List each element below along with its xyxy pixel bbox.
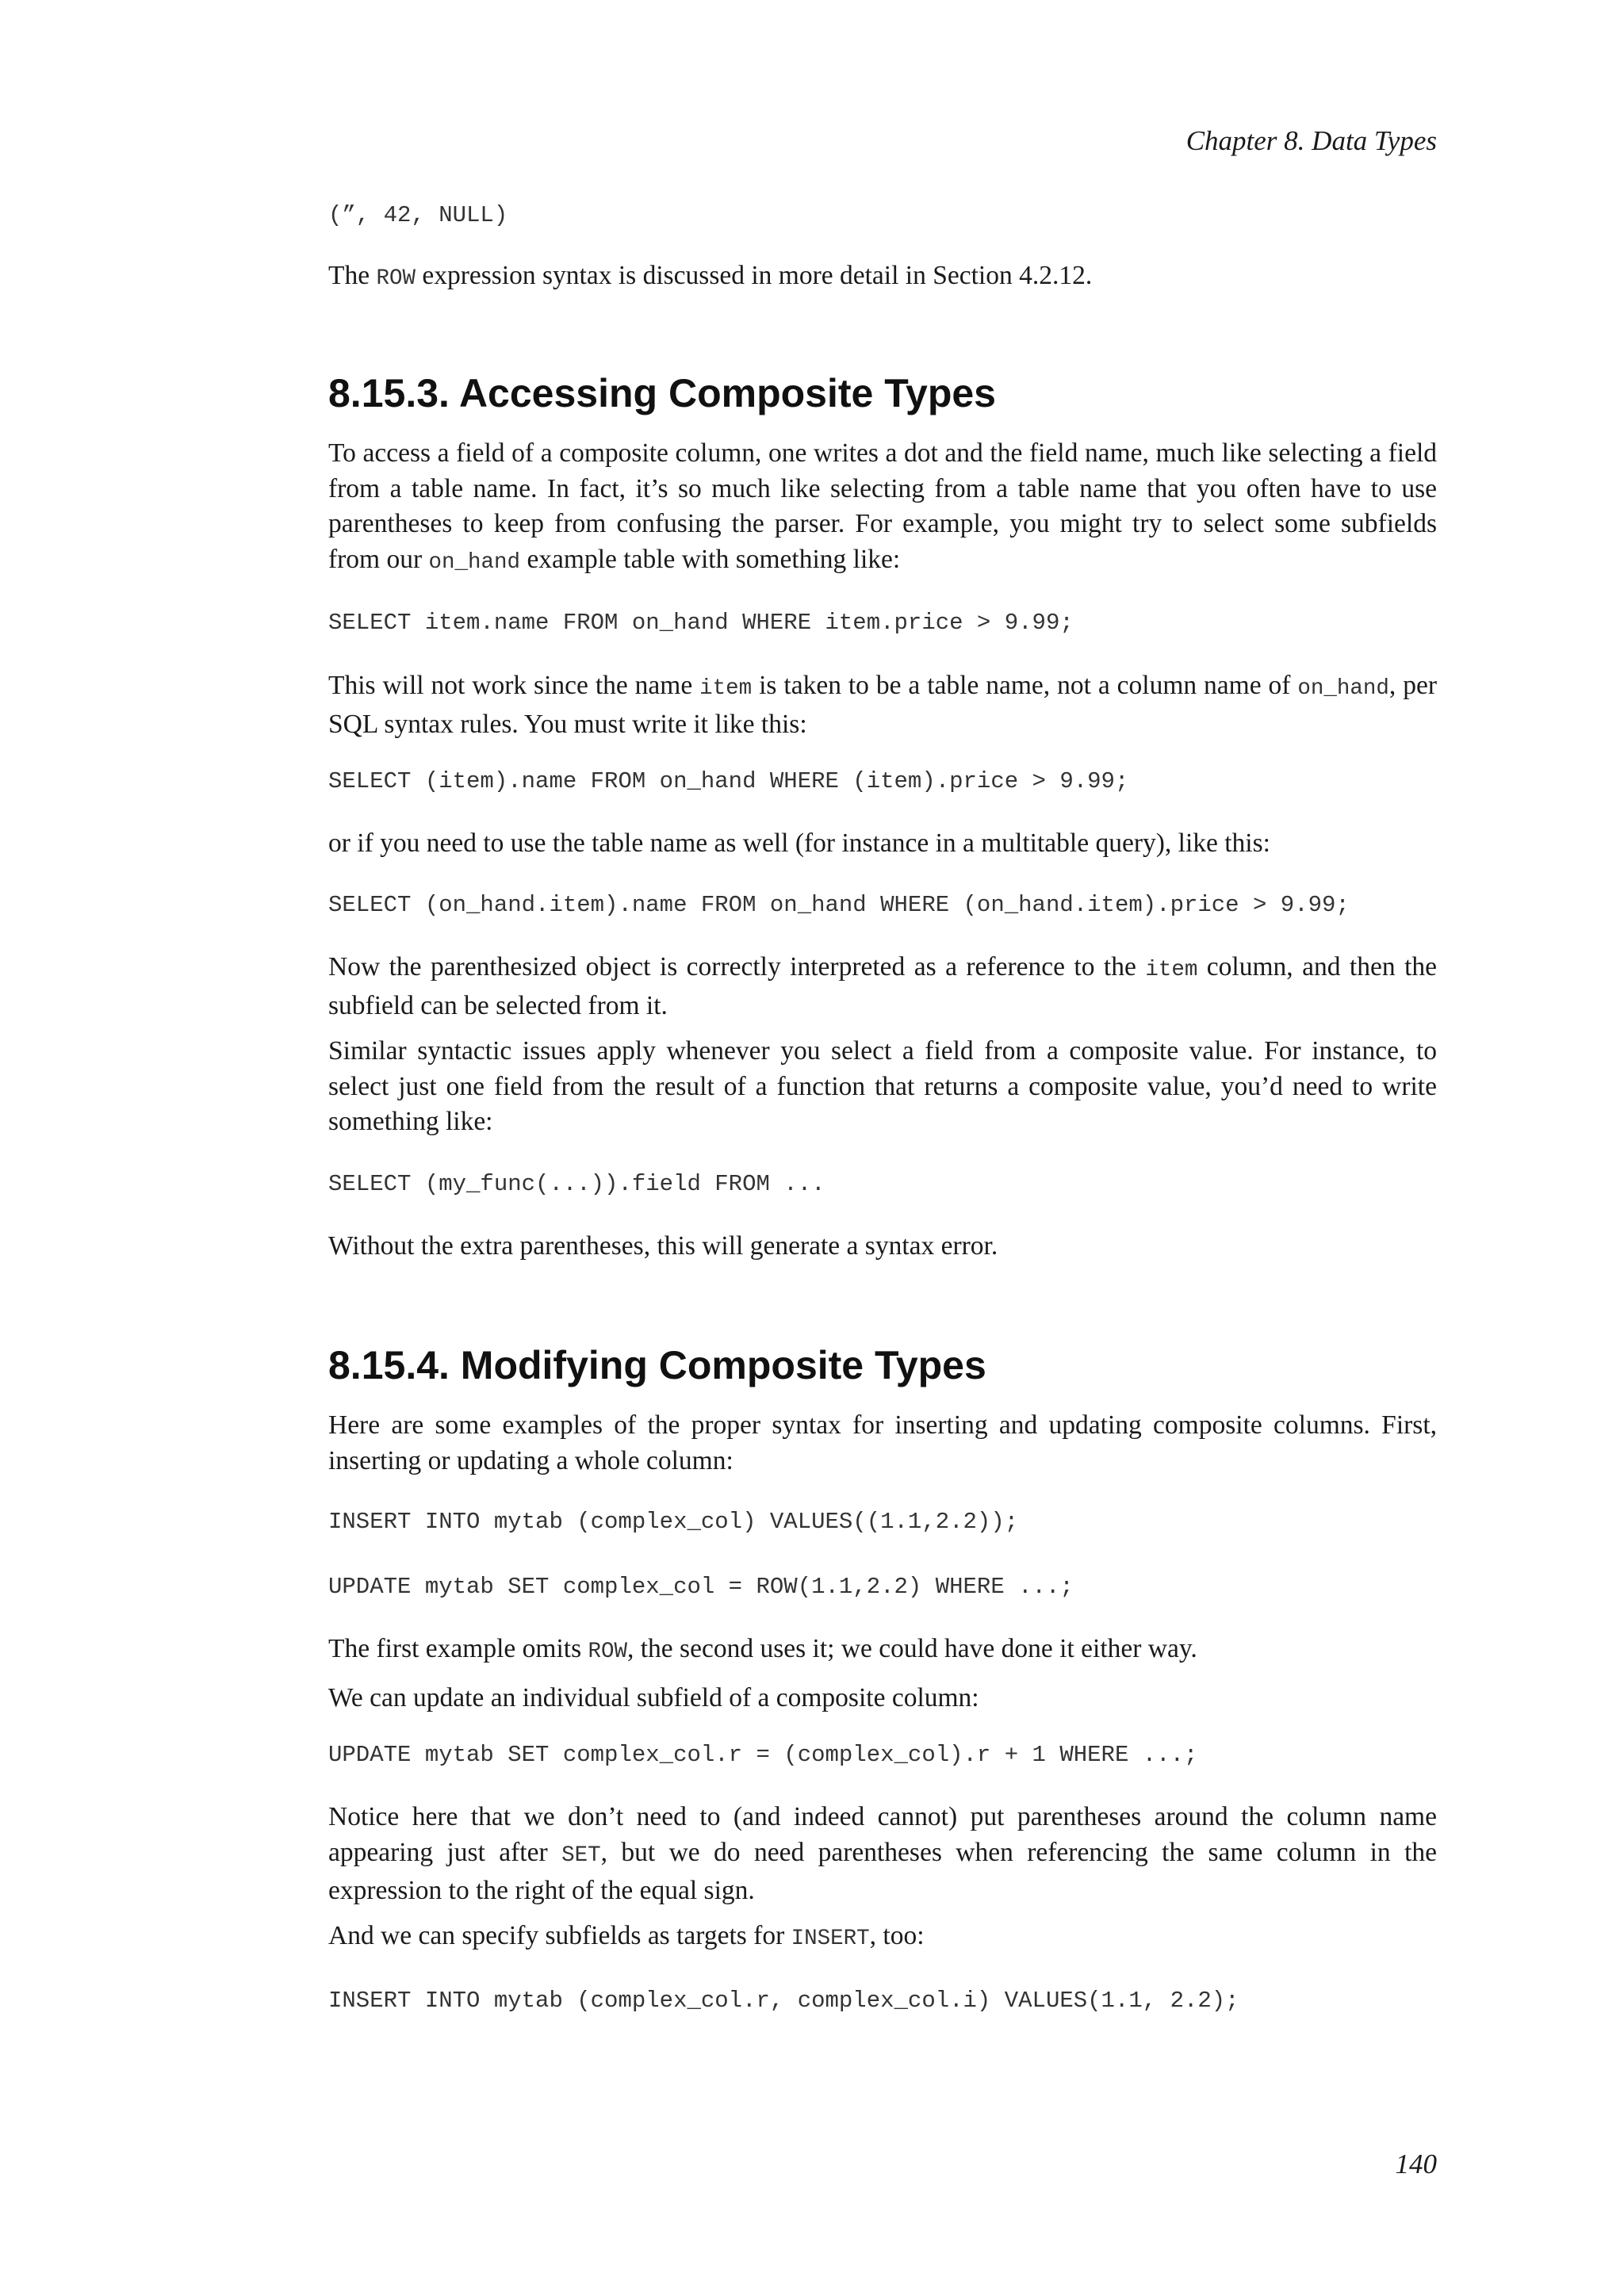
code-line: UPDATE mytab SET complex_col.r = (complex_col).r + 1 WHERE ...; — [328, 1742, 1198, 1768]
code-block-insert-2 — [328, 1985, 1437, 2017]
paragraph-text: We can update an individual subfield of a composite column: — [328, 1683, 979, 1712]
paragraph-text: Here are some examples of the proper syntax for inserting and updating composite columns. First, inserting or updating a whole column: — [328, 1410, 1437, 1475]
paragraph-syntax-error — [328, 1229, 1437, 1265]
code-block-select-4 — [328, 1169, 1437, 1200]
paragraph-text: Notice here that we don’t need to (and indeed cannot) put parentheses around the column name appearing just after SET, but we do need parentheses when referencing the same column in the expression to the right of the equal sign. — [328, 1802, 1437, 1905]
inline-code: item — [1145, 958, 1198, 982]
paragraph-notice — [328, 1800, 1437, 1909]
code-line: (”, 42, NULL) — [328, 202, 508, 228]
code-block-select-1 — [328, 607, 1437, 639]
code-block-row-literal — [328, 200, 1437, 232]
paragraph-interpreted — [328, 950, 1437, 1024]
code-line: SELECT (on_hand.item).name FROM on_hand WHERE (on_hand.item).price > 9.99; — [328, 892, 1350, 918]
inline-code: ROW — [588, 1640, 627, 1664]
paragraph-text: or if you need to use the table name as well (for instance in a multitable query), like this: — [328, 828, 1270, 858]
paragraph-not-work — [328, 668, 1437, 742]
paragraph-similar-issues — [328, 1034, 1437, 1140]
paragraph-text: And we can specify subfields as targets for INSERT, too: — [328, 1921, 925, 1951]
code-line: INSERT INTO mytab (complex_col) VALUES((1.1,2.2)); — [328, 1509, 1019, 1535]
inline-code: SET — [561, 1843, 601, 1868]
paragraph-text: To access a field of a composite column, one writes a dot and the field name, much like selecting a field from a table name. In fact, it’s so much like selecting from a table name that you often have to use parentheses to keep from confusing the parser. For example, you might try to select some subfields from our on_hand example table with something like: — [328, 438, 1437, 575]
paragraph-access-field — [328, 436, 1437, 580]
page-number: 140 — [1395, 2149, 1437, 2179]
code-line: SELECT (my_func(...)).field FROM ... — [328, 1171, 825, 1197]
inline-code: item — [699, 676, 753, 701]
section-title: 8.15.3. Accessing Composite Types — [328, 371, 996, 415]
code-block-insert-1 — [328, 1506, 1437, 1538]
paragraph-insert-targets — [328, 1919, 1437, 1957]
section-heading-accessing — [328, 369, 1437, 417]
inline-code: ROW — [376, 266, 416, 291]
paragraph-examples — [328, 1408, 1437, 1479]
code-line: SELECT (item).name FROM on_hand WHERE (item).price > 9.99; — [328, 768, 1129, 794]
code-line: INSERT INTO mytab (complex_col.r, complex_col.i) VALUES(1.1, 2.2); — [328, 1988, 1239, 2014]
paragraph-text: Now the parenthesized object is correctly interpreted as a reference to the item column, and then the subfield can be selected from it. — [328, 952, 1437, 1020]
running-head: Chapter 8. Data Types — [1185, 125, 1437, 156]
paragraph-first-example — [328, 1632, 1437, 1670]
code-line: UPDATE mytab SET complex_col = ROW(1.1,2.2) WHERE ...; — [328, 1574, 1074, 1600]
inline-code: on_hand — [1297, 676, 1389, 701]
paragraph-text: Similar syntactic issues apply whenever you select a field from a composite value. For instance, to select just one field from the result of a function that returns a composite value, you’d need to write something like: — [328, 1036, 1437, 1136]
code-block-select-2 — [328, 766, 1437, 798]
inline-code: INSERT — [791, 1927, 870, 1951]
paragraph-text: Without the extra parentheses, this will generate a syntax error. — [328, 1231, 998, 1261]
paragraph-text: This will not work since the name item is taken to be a table name, not a column name of on_hand, per SQL syntax rules. You must write it like this: — [328, 671, 1438, 739]
code-block-select-3 — [328, 890, 1437, 921]
code-line: SELECT item.name FROM on_hand WHERE item.price > 9.99; — [328, 610, 1074, 636]
paragraph-update-subfield — [328, 1681, 1437, 1716]
section-title: 8.15.4. Modifying Composite Types — [328, 1343, 986, 1387]
code-block-update-1 — [328, 1571, 1437, 1603]
paragraph-text: The ROW expression syntax is discussed in more detail in Section 4.2.12. — [328, 261, 1093, 291]
paragraph-row-syntax — [328, 258, 1437, 297]
section-heading-modifying — [328, 1341, 1437, 1389]
paragraph-multitable — [328, 826, 1437, 862]
paragraph-text: The first example omits ROW, the second uses it; we could have done it either way. — [328, 1634, 1197, 1664]
code-block-update-2 — [328, 1739, 1437, 1771]
inline-code: on_hand — [428, 549, 521, 575]
